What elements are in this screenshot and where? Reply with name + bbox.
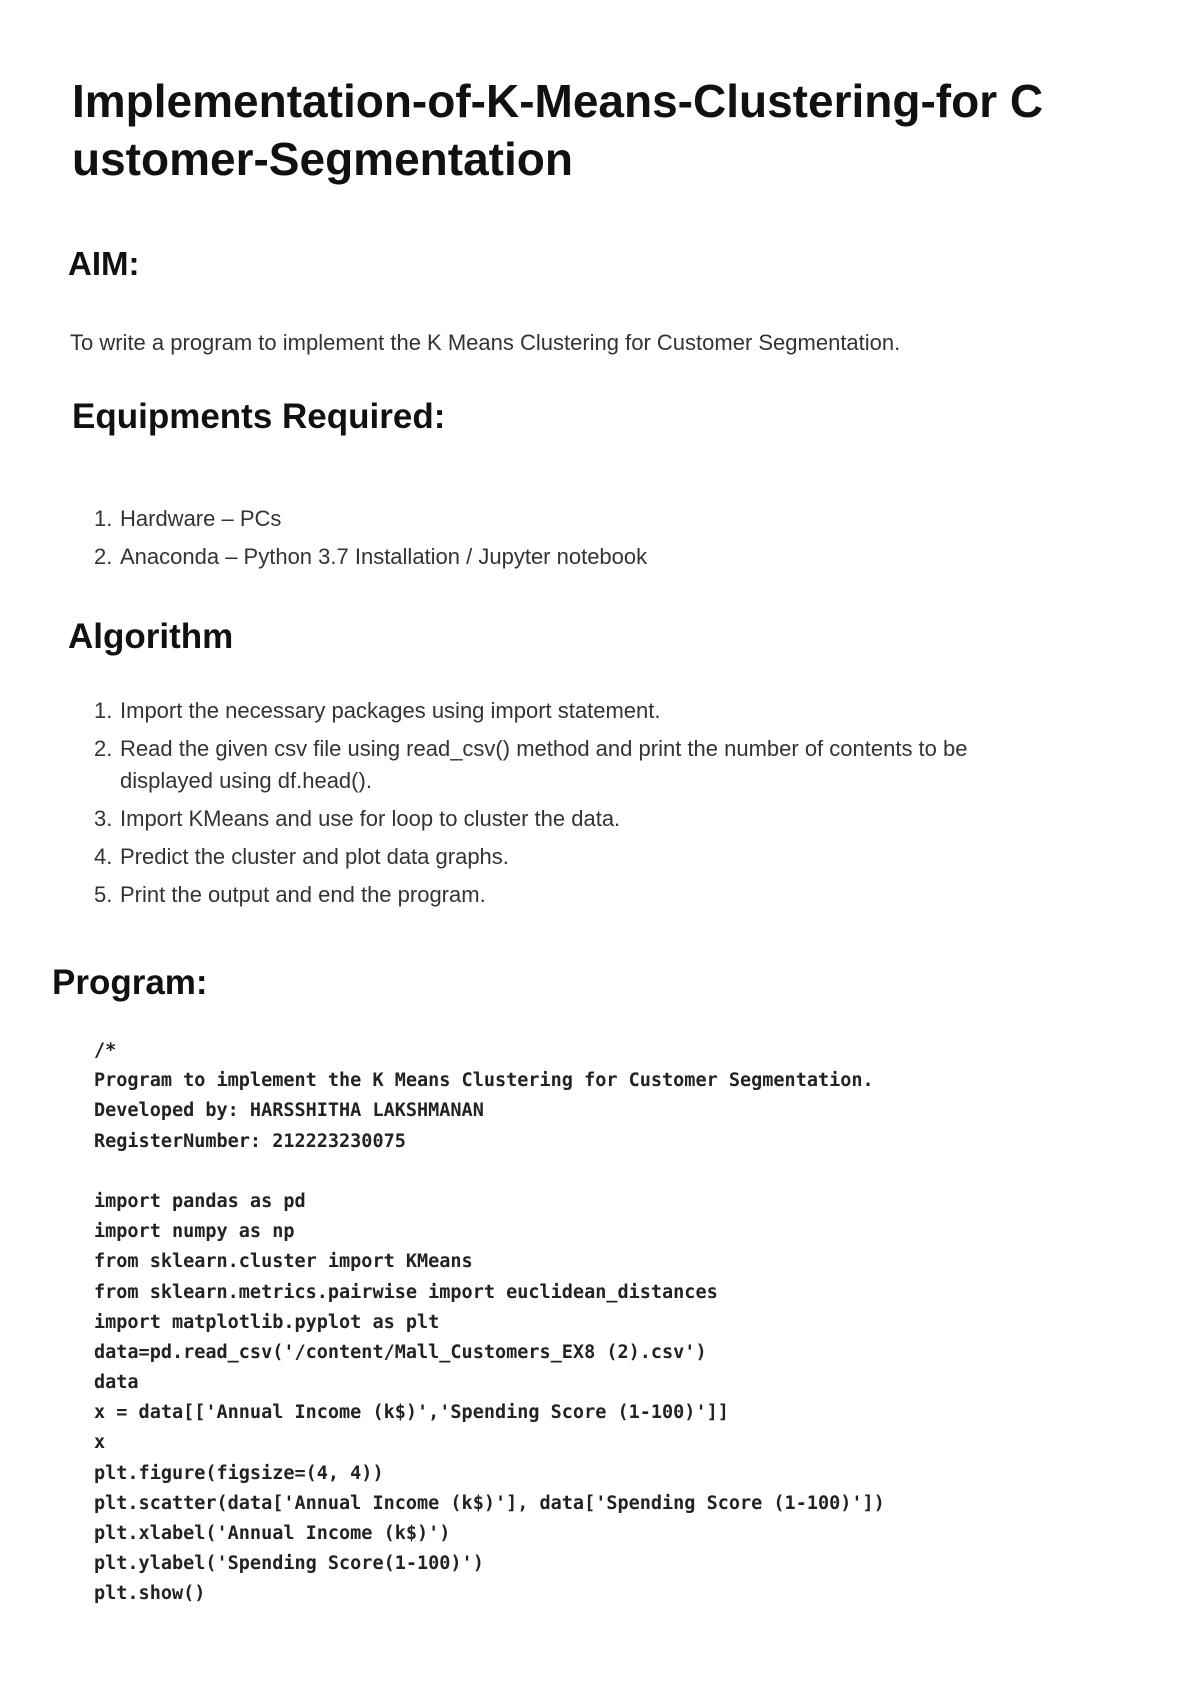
code-line: Developed by: HARSSHITHA LAKSHMANAN xyxy=(94,1100,484,1122)
code-line xyxy=(94,1157,885,1187)
code-line: import pandas as pd xyxy=(94,1190,306,1212)
code-block xyxy=(94,1036,885,1610)
code-line: Program to implement the K Means Clustering for Customer Segmentation. xyxy=(94,1070,874,1092)
list-item xyxy=(94,841,1034,873)
list-item xyxy=(94,695,1034,727)
list-item-number: 3. xyxy=(94,806,113,831)
code-line: data=pd.read_csv('/content/Mall_Customers_EX8 (2).csv') xyxy=(94,1341,707,1363)
list-item-number: 4. xyxy=(94,844,113,869)
list-item xyxy=(94,803,1034,835)
list-item-text: Hardware – PCs xyxy=(120,506,282,531)
list-item xyxy=(94,733,1034,797)
list-item-number: 2. xyxy=(94,544,113,569)
code-line: x xyxy=(94,1432,106,1454)
list-item-text: Predict the cluster and plot data graphs. xyxy=(120,844,509,869)
code-line: RegisterNumber: 212223230075 xyxy=(94,1130,406,1152)
code-line: plt.scatter(data['Annual Income (k$)'], data['Spending Score (1-100)']) xyxy=(94,1492,885,1514)
list-item-text: Print the output and end the program. xyxy=(120,882,486,907)
algorithm-list xyxy=(94,695,1034,917)
list-item-number: 5. xyxy=(94,882,113,907)
code-line: data xyxy=(94,1372,139,1394)
code-line: plt.ylabel('Spending Score(1-100)') xyxy=(94,1553,484,1575)
aim-heading: AIM: xyxy=(68,245,140,282)
code-line: import matplotlib.pyplot as plt xyxy=(94,1311,440,1333)
aim-text: To write a program to implement the K Means Clustering for Customer Segmentation. xyxy=(70,330,901,355)
code-line: from sklearn.metrics.pairwise import euclidean_distances xyxy=(94,1281,718,1303)
list-item-text: Anaconda – Python 3.7 Installation / Jupyter notebook xyxy=(120,544,648,569)
equipments-heading: Equipments Required: xyxy=(72,397,446,436)
list-item-number: 2. xyxy=(94,736,113,761)
code-line: plt.show() xyxy=(94,1583,206,1605)
list-item-text: Import the necessary packages using import statement. xyxy=(120,698,661,723)
equipments-list xyxy=(94,503,994,579)
code-line: /* xyxy=(94,1040,117,1061)
code-line: import numpy as np xyxy=(94,1221,295,1243)
code-line: plt.xlabel('Annual Income (k$)') xyxy=(94,1523,451,1544)
list-item-number: 1. xyxy=(94,698,113,723)
list-item xyxy=(94,879,1034,911)
algorithm-heading: Algorithm xyxy=(68,617,234,656)
code-line: x = data[['Annual Income (k$)','Spending Score (1-100)']] xyxy=(94,1402,729,1424)
code-line: from sklearn.cluster import KMeans xyxy=(94,1251,473,1273)
list-item xyxy=(94,541,994,573)
list-item-text: Import KMeans and use for loop to cluster the data. xyxy=(120,806,621,831)
program-heading: Program: xyxy=(52,963,208,1002)
code-line: plt.figure(figsize=(4, 4)) xyxy=(94,1462,384,1484)
document-title: Implementation-of-K-Means-Clustering-for Customer-Segmentation xyxy=(72,75,1044,185)
list-item xyxy=(94,503,994,535)
list-item-number: 1. xyxy=(94,506,113,531)
list-item-text: Read the given csv file using read_csv() method and print the number of contents to be displayed using df.head(). xyxy=(120,736,968,793)
